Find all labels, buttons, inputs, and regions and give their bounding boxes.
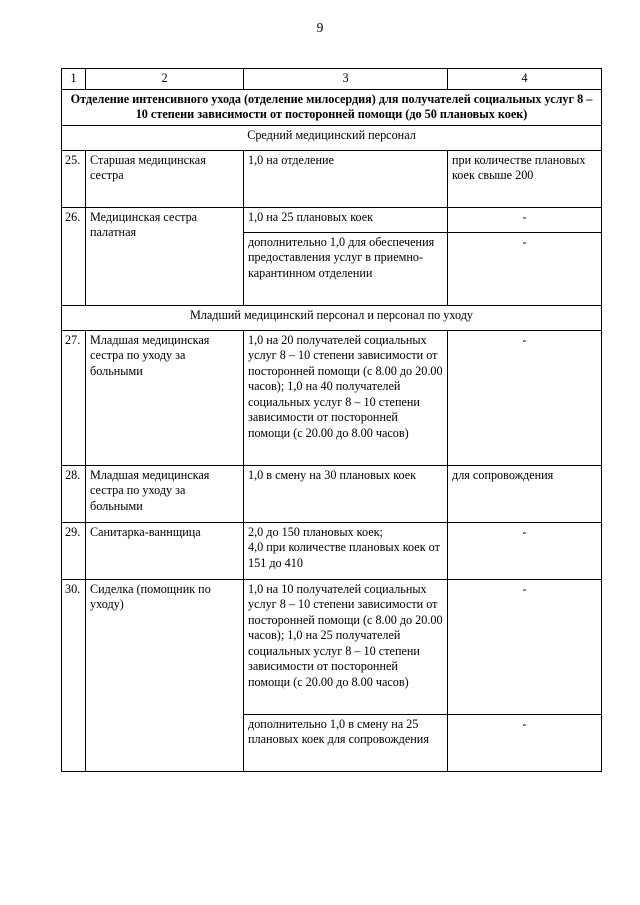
- row-note: -: [448, 232, 602, 305]
- row-note: для сопровождения: [448, 465, 602, 522]
- position-name: Санитарка-ваннщица: [86, 522, 244, 579]
- staffing-norm: 1,0 на 25 плановых коек: [244, 207, 448, 232]
- row-number: 29.: [62, 522, 86, 579]
- row-note: -: [448, 330, 602, 465]
- section-title: Отделение интенсивного ухода (отделение милосердия) для получателей социальных услуг 8 – 10 степени зависимости от посторонней помощи (до 50 плановых коек): [62, 89, 602, 125]
- header-cell: 4: [448, 69, 602, 90]
- header-cell: 2: [86, 69, 244, 90]
- header-cell: 3: [244, 69, 448, 90]
- row-note: при количестве плановых коек свыше 200: [448, 150, 602, 207]
- position-name: Младшая медицинская сестра по уходу за больными: [86, 465, 244, 522]
- table-row: [62, 330, 602, 465]
- staffing-norm-line: 2,0 до 150 плановых коек;: [248, 524, 383, 539]
- staffing-norm: 1,0 на 20 получателей социальных услуг 8 – 10 степени зависимости от посторонней помощи (с 8.00 до 20.00 часов); 1,0 на 40 получателей социальных услуг 8 – 10 степени зависимости от посторонней помощи (с 20.00 до 8.00 часов): [244, 330, 448, 465]
- table-row: [62, 150, 602, 207]
- subsection-title: Средний медицинский персонал: [62, 125, 602, 150]
- staffing-norm: дополнительно 1,0 в смену на 25 плановых коек для сопровождения: [244, 714, 448, 771]
- position-name: Старшая медицинская сестра: [86, 150, 244, 207]
- row-note: -: [448, 579, 602, 714]
- table-header-row: [62, 69, 602, 90]
- subsection-row: [62, 305, 602, 330]
- section-row: [62, 89, 602, 125]
- staffing-table: [61, 68, 602, 772]
- table-row: [62, 465, 602, 522]
- subsection-title: Младший медицинский персонал и персонал по уходу: [62, 305, 602, 330]
- table-row: [62, 522, 602, 579]
- subsection-row: [62, 125, 602, 150]
- staffing-norm: 1,0 на 10 получателей социальных услуг 8 – 10 степени зависимости от посторонней помощи (с 8.00 до 20.00 часов); 1,0 на 25 получателей социальных услуг 8 – 10 степени зависимости от посторонней помощи (с 20.00 до 8.00 часов): [244, 579, 448, 714]
- row-number: 27.: [62, 330, 86, 465]
- row-note: -: [448, 207, 602, 232]
- row-number: 28.: [62, 465, 86, 522]
- table-row: [62, 207, 602, 232]
- header-cell: 1: [62, 69, 86, 90]
- staffing-norm: дополнительно 1,0 для обеспечения предоставления услуг в приемно-карантинном отделении: [244, 232, 448, 305]
- staffing-norm-line: 4,0 при количестве плановых коек от 151 до 410: [248, 540, 440, 570]
- row-note: -: [448, 714, 602, 771]
- staffing-norm: 1,0 в смену на 30 плановых коек: [244, 465, 448, 522]
- page-number: 9: [316, 20, 324, 35]
- position-name: Медицинская сестра палатная: [86, 207, 244, 305]
- position-name: Младшая медицинская сестра по уходу за больными: [86, 330, 244, 465]
- row-number: 30.: [62, 579, 86, 771]
- row-number: 26.: [62, 207, 86, 305]
- position-name: Сиделка (помощник по уходу): [86, 579, 244, 771]
- staffing-norm: 1,0 на отделение: [244, 150, 448, 207]
- row-number: 25.: [62, 150, 86, 207]
- row-note: -: [448, 522, 602, 579]
- staffing-norm: [244, 522, 448, 579]
- table-row: [62, 579, 602, 714]
